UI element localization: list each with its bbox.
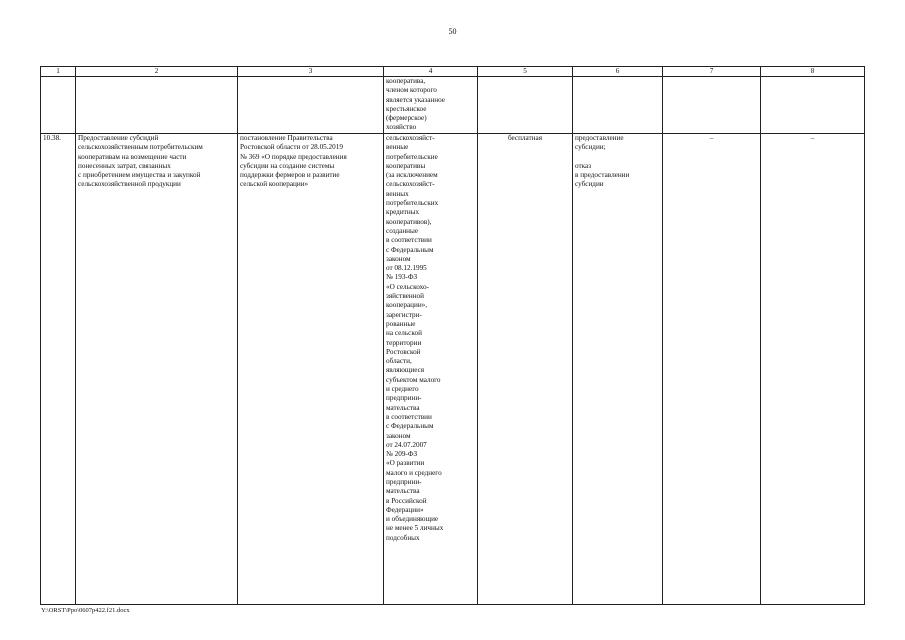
- text-line: зяйственной: [386, 292, 424, 301]
- text-line: не менее 5 личных: [386, 524, 444, 533]
- text-line: кооперативы: [386, 161, 426, 170]
- text-line: постановление Правительства: [240, 134, 333, 142]
- table-cell: [663, 77, 761, 134]
- text-line: субсидии;: [575, 143, 606, 152]
- header-cell: 5: [478, 67, 573, 77]
- header-cell: 2: [76, 67, 238, 77]
- text-line: Предоставление субсидий: [78, 134, 159, 142]
- text-line: кооператива,: [386, 77, 426, 85]
- table-row: [41, 134, 865, 605]
- footer-file-path: Y:\ORST\Ppo\0607p422.f21.docx: [41, 607, 130, 614]
- text-line: законом: [386, 254, 411, 263]
- header-row: [41, 67, 865, 77]
- table-cell: [76, 77, 238, 134]
- text-line: субсидии: [575, 180, 604, 189]
- text-line: и объединяющие: [386, 515, 439, 524]
- line-list: [575, 134, 660, 153]
- text-line: и среднего: [386, 385, 419, 394]
- text-line: потребительских: [386, 199, 439, 208]
- header-cell: 1: [41, 67, 76, 77]
- text-line: понесенных затрат, связанных: [78, 161, 171, 170]
- text-line: созданные: [386, 226, 419, 235]
- text-line: сельскохозяйст-: [386, 180, 435, 189]
- text-line: хозяйство: [386, 123, 417, 132]
- text-line: № 369 «О порядке предоставления: [240, 152, 347, 161]
- text-line: подсобных: [386, 533, 420, 542]
- text-line: сельскохозяйст-: [386, 134, 435, 142]
- page-number: 50: [448, 27, 457, 36]
- text-line: с Федеральным: [386, 245, 434, 254]
- text-line: территории: [386, 338, 422, 347]
- text-line: кооперативов),: [386, 217, 432, 226]
- text-line: законом: [386, 431, 411, 440]
- text-line: на сельской: [386, 329, 422, 338]
- text-line: Ростовской: [386, 347, 421, 356]
- text-line: является указанное: [386, 95, 445, 104]
- text-line: предприни-: [386, 477, 422, 486]
- text-line: поддержки фермеров и развитие: [240, 171, 340, 180]
- text-line: субсидии на создание системы: [240, 161, 335, 170]
- text-line: малого и среднего: [386, 468, 442, 477]
- line-list: [575, 162, 660, 190]
- text-line: кредитных: [386, 208, 420, 217]
- text-line: отказ: [575, 161, 592, 170]
- text-line: (за исключением: [386, 171, 438, 180]
- text-line: крестьянское: [386, 104, 427, 113]
- row-number: 10.38.: [41, 134, 76, 605]
- table-cell: [761, 77, 865, 134]
- result-cell: [573, 134, 663, 605]
- line-list: [78, 134, 235, 190]
- line-list: [240, 134, 381, 190]
- text-line: мательства: [386, 487, 420, 496]
- text-line: субъектом малого: [386, 375, 441, 384]
- text-line: сельской кооперации»: [240, 180, 309, 189]
- text-line: кооперативам на возмещение части: [78, 152, 187, 161]
- text-line: в соответствии: [386, 236, 432, 245]
- legal-basis-cell: [238, 134, 384, 605]
- table-cell: [41, 77, 76, 134]
- col8-cell: –: [761, 134, 865, 605]
- continuation-row: [41, 77, 865, 134]
- text-line: венные: [386, 143, 409, 152]
- text-line: венных: [386, 189, 409, 198]
- text-line: Ростовской области от 28.05.2019: [240, 143, 343, 152]
- text-line: «О развитии: [386, 459, 425, 468]
- text-line: сельскохозяйственным потребительским: [78, 143, 203, 152]
- text-line: (фермерское): [386, 114, 427, 123]
- text-line: зарегистри-: [386, 310, 422, 319]
- col7-cell: –: [663, 134, 761, 605]
- text-line: мательства: [386, 403, 420, 412]
- text-line: от 24.07.2007: [386, 440, 427, 449]
- table-cell: [573, 77, 663, 134]
- text-line: предприни-: [386, 394, 422, 403]
- continuation-recipients-cell: [384, 77, 478, 134]
- text-line: в предоставлении: [575, 171, 630, 180]
- cost-cell: бесплатная: [478, 134, 573, 605]
- header-cell: 6: [573, 67, 663, 77]
- text-line: № 193-ФЗ: [386, 273, 418, 282]
- text-line: сельскохозяйственной продукции: [78, 180, 181, 189]
- header-cell: 4: [384, 67, 478, 77]
- line-list: [386, 77, 475, 133]
- text-line: потребительские: [386, 152, 438, 161]
- document-table: [40, 66, 865, 605]
- text-line: членом которого: [386, 86, 437, 95]
- text-line: в соответствии: [386, 412, 432, 421]
- text-line: от 08.12.1995: [386, 264, 427, 273]
- text-line: области,: [386, 357, 412, 366]
- text-line: предоставление: [575, 134, 624, 142]
- table-cell: [238, 77, 384, 134]
- text-line: с Федеральным: [386, 422, 434, 431]
- text-line: в Российской: [386, 496, 427, 505]
- text-line: № 209-ФЗ: [386, 450, 418, 459]
- header-cell: 8: [761, 67, 865, 77]
- header-cell: 3: [238, 67, 384, 77]
- text-line: кооперации»,: [386, 301, 428, 310]
- header-cell: 7: [663, 67, 761, 77]
- text-line: с приобретением имущества и закупкой: [78, 171, 201, 180]
- text-line: «О сельскохо-: [386, 282, 429, 291]
- recipients-cell: [384, 134, 478, 605]
- text-line: рованные: [386, 319, 416, 328]
- text-line: Федерации»: [386, 505, 424, 514]
- line-list: [386, 134, 475, 543]
- service-name-cell: [76, 134, 238, 605]
- text-line: являющиеся: [386, 366, 425, 375]
- table-cell: [478, 77, 573, 134]
